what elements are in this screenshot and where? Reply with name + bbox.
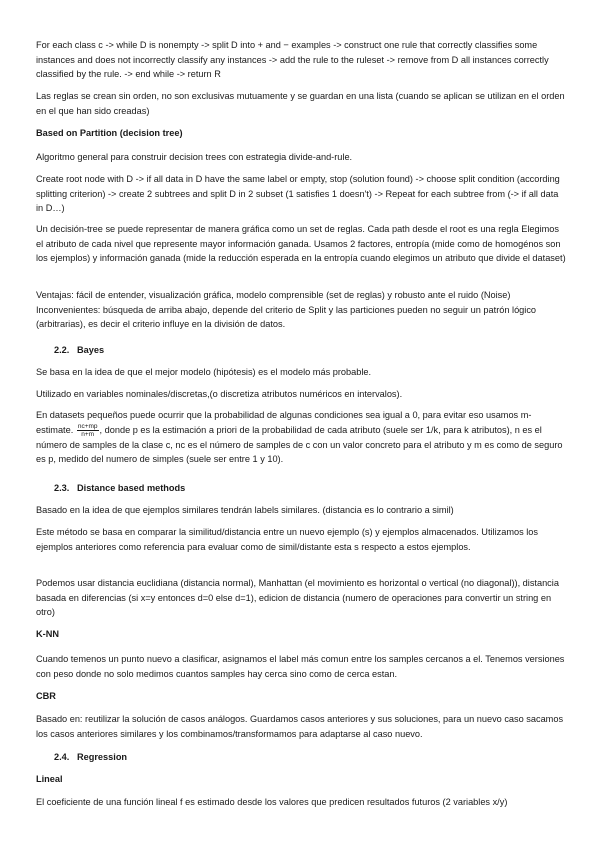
paragraph-text: Cuando temenos un punto nuevo a clasificar, asignamos el label más comun entre los samples cercanos a el. Tenemos versiones con peso donde no solo medimos cuantos samples hay cerca sino como de cerca estan. [36, 654, 565, 679]
m-estimate-text-before: En datasets pequeños puede ocurrir que la probabilidad de algunas condiciones sea igual a 0, para evitar eso usamos m-estimate. [36, 410, 532, 435]
advantages-text: Ventajas: fácil de entender, visualización gráfica, modelo comprensible (set de reglas) y robusto ante el ruido (Noise) [36, 290, 511, 300]
section-title: Distance based methods [77, 483, 186, 493]
paragraph-text: El coeficiente de una función lineal f es estimado desde los valores que predicen resultados futuros (2 variables x/y) [36, 797, 508, 807]
decision-tree-intro-paragraph [36, 150, 566, 165]
heading-knn: K-NN [36, 629, 59, 639]
bayes-usage-paragraph [36, 387, 566, 402]
paragraph-text: Este método se basa en comparar la similitud/distancia entre un nuevo ejemplo (s) y ejemplos almacenados. Utilizamos los ejemplos anteriores como referencia para evaluar como de simil/distante esta s respecto a estos ejemplos. [36, 527, 538, 552]
paragraph-text: For each class c -> while D is nonempty -> split D into + and − examples -> construct one rule that correctly classifies some instances and does not incorrectly classify any instances -> add the rule to the ruleset -> remove from D all instances correctly classified by the rule. -> end while -> return R [36, 40, 549, 80]
knn-paragraph [36, 652, 566, 681]
paragraph-text [36, 408, 566, 467]
section-heading-regression [54, 750, 127, 765]
section-number: 2.2. [54, 345, 70, 355]
distance-types-paragraph [36, 576, 566, 620]
section-number: 2.4. [54, 752, 70, 762]
decision-tree-rules-paragraph [36, 222, 566, 266]
decision-tree-algorithm-paragraph [36, 172, 566, 216]
paragraph-text: Create root node with D -> if all data in D have the same label or empty, stop (solution found) -> choose split condition (according splitting criterion) -> create 2 subtrees and split D in 2 subset (1 satisfies 1 doesn't) -> Repeat for each subtree from (-> if all data in D…) [36, 174, 560, 214]
heading-lineal: Lineal [36, 774, 63, 784]
bayes-idea-paragraph [36, 365, 566, 380]
m-estimate-formula [77, 423, 99, 438]
section-heading-distance [54, 481, 185, 496]
paragraph-text: Un decisión-tree se puede representar de manera gráfica como un set de reglas. Cada path desde el root es una regla Elegimos el atributo de cada nivel que represente mayor información ganada. Usamos 2 factores, entropía (mide como de homogénos son los ejemplos) y información ganada (mide la reducción esperada en la entropía cuando elegimos un atributo que divide el dataset) [36, 224, 566, 264]
paragraph-text: Las reglas se crean sin orden, no son exclusivas mutuamente y se guardan en una lista (cuando se aplican se utilizan en el orden en el que han sido creadas) [36, 91, 565, 116]
section-heading-bayes [54, 343, 104, 358]
paragraph-text: Se basa en la idea de que el mejor modelo (hipótesis) es el modelo más probable. [36, 367, 372, 377]
formula-denominator: n+m [81, 430, 95, 438]
formula-numerator: nc+mp [77, 422, 98, 430]
heading-cbr: CBR [36, 691, 56, 701]
distance-method-paragraph [36, 525, 566, 554]
paragraph-text: Basado en: reutilizar la solución de casos análogos. Guardamos casos anteriores y sus soluciones, para un nuevo caso sacamos los casos anteriores similares y los combinamos/transformamos para adaptarse al caso nuevo. [36, 714, 564, 739]
lineal-paragraph [36, 795, 566, 810]
paragraph-text: Basado en la idea de que ejemplos similares tendrán labels similares. (distancia es lo contrario a simil) [36, 505, 454, 515]
cbr-paragraph [36, 712, 566, 741]
paragraph-text: Utilizado en variables nominales/discretas,(o discretiza atributos numéricos en intervalos). [36, 389, 403, 399]
section-title: Bayes [77, 345, 105, 355]
paragraph-text: Podemos usar distancia euclidiana (distancia normal), Manhattan (el movimiento es horizontal o vertical (no diagonal)), distancia basada en diferencias (si x=y entonces d=0 else d=1), edicion de distancia (numero de operaciones para convertir un string en otro) [36, 578, 559, 618]
distance-idea-paragraph [36, 503, 566, 518]
rule-algorithm-paragraph [36, 38, 566, 82]
heading-based-on-partition: Based on Partition (decision tree) [36, 128, 183, 138]
section-number: 2.3. [54, 483, 70, 493]
paragraph-text: Algoritmo general para construir decision trees con estrategia divide-and-rule. [36, 152, 353, 162]
m-estimate-text-after: , donde p es la estimación a priori de la probabilidad de cada atributo (suele ser 1/k, para k atributos), n es el número de samples de la clase c, nc es el número de samples de c con un valor concreto para el atributo y m es como de seguro es p, medido del numero de simples (suele ser entre 1 y 10). [36, 424, 563, 465]
disadvantages-text: Inconvenientes: búsqueda de arriba abajo, depende del criterio de Split y las particiones pueden no seguir un patrón lógico (arbitrarias), es decir el criterio influye en la división de datos. [36, 304, 537, 330]
advantages-paragraph [36, 288, 566, 332]
section-title: Regression [77, 752, 128, 762]
rule-order-paragraph [36, 89, 566, 118]
m-estimate-paragraph [36, 408, 566, 467]
